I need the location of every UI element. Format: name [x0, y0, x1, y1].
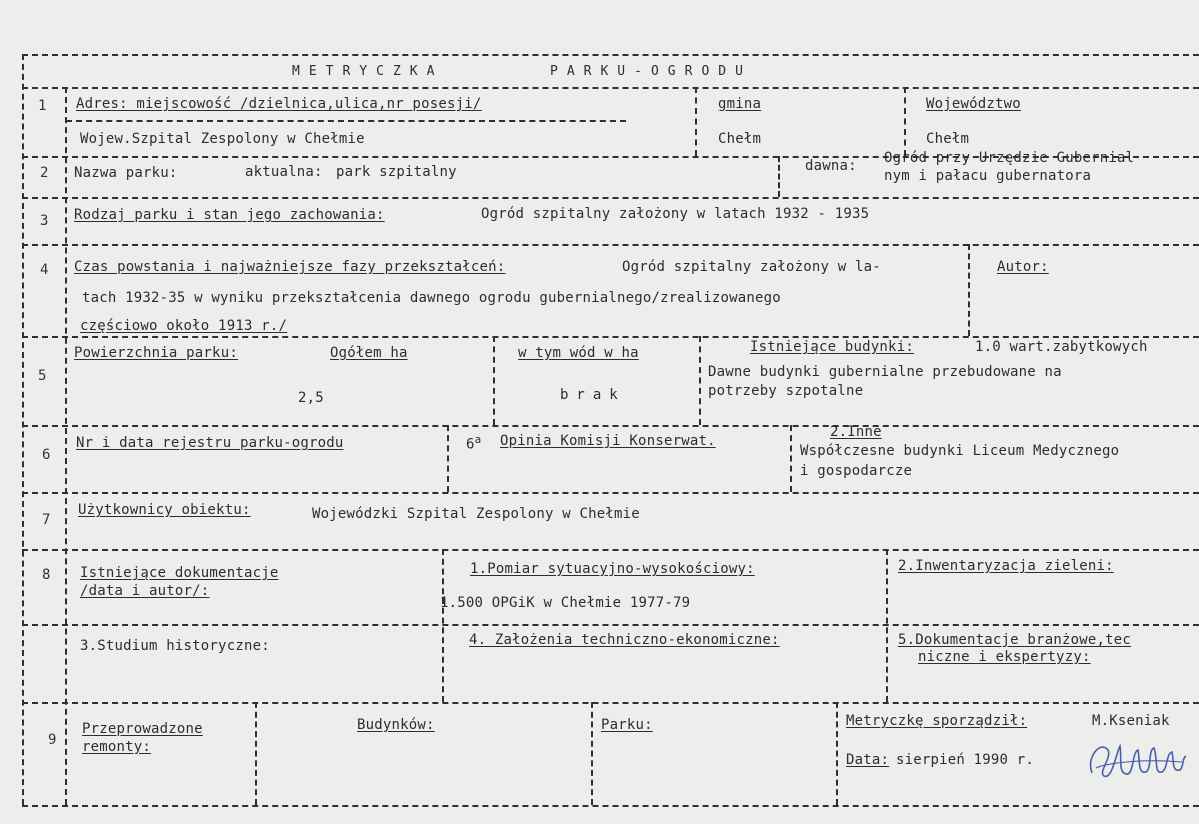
- row-number-2: 2: [40, 165, 49, 181]
- line-r6-a: [447, 425, 449, 492]
- row-number-8: 8: [42, 567, 51, 583]
- handwritten-signature: [1082, 728, 1192, 788]
- other-value-2: i gospodarcze: [800, 463, 913, 479]
- line-r8a-bottom: [22, 624, 1199, 626]
- area-total-value: 2,5: [298, 390, 324, 406]
- row-number-7: 7: [42, 512, 51, 528]
- prepared-by-value: M.Kseniak: [1092, 713, 1170, 729]
- existing-buildings-label: Istniejące budynki:: [750, 339, 914, 355]
- opinion-number-superscript: a: [474, 433, 482, 446]
- existing-docs-label-1: Istniejące dokumentacje: [80, 565, 279, 581]
- line-r9-a: [255, 702, 257, 805]
- line-r5-a: [493, 336, 495, 425]
- line-r6-b: [790, 425, 792, 492]
- line-r9-c: [836, 702, 838, 805]
- address-value: Wojew.Szpital Zespolony w Chełmie: [80, 131, 365, 147]
- users-label: Użytkownicy obiektu:: [78, 502, 251, 518]
- branch-docs-label-2: niczne i ekspertyzy:: [918, 649, 1091, 665]
- line-bottom: [22, 805, 1199, 807]
- park-name-former-value-2: nym i pałacu gubernatora: [884, 168, 1092, 184]
- line-r6-bottom: [22, 492, 1199, 494]
- park-name-current-label: aktualna:: [245, 164, 323, 180]
- line-r7-bottom: [22, 549, 1199, 551]
- branch-docs-label-1: 5.Dokumentacje branżowe,tec: [898, 632, 1131, 648]
- voivodeship-label: Województwo: [926, 96, 1021, 112]
- water-area-label: w tym wód w ha: [518, 345, 639, 361]
- opinion-label: Opinia Komisji Konserwat.: [500, 433, 716, 449]
- survey-label: 1.Pomiar sytuacyjno-wysokościowy:: [470, 561, 755, 577]
- line-r5-bottom: [22, 425, 1199, 427]
- line-top: [22, 54, 1199, 56]
- row-number-4: 4: [40, 262, 49, 278]
- area-total-label: Ogółem ha: [330, 345, 408, 361]
- row-number-6: 6: [42, 447, 51, 463]
- creation-label: Czas powstania i najważniejsze fazy przekształceń:: [74, 259, 506, 275]
- greenery-inventory-label: 2.Inwentaryzacja zieleni:: [898, 558, 1114, 574]
- line-r1-inner: [66, 120, 626, 122]
- row-number-9: 9: [48, 732, 57, 748]
- line-r8-b: [886, 549, 888, 702]
- line-r9-b: [591, 702, 593, 805]
- opinion-number: 6$^a$: [466, 433, 482, 453]
- repairs-label-2: remonty:: [82, 739, 152, 755]
- creation-value-2: tach 1932-35 w wyniku przekształcenia dawnego ogrodu gubernialnego/zrealizowanego: [82, 290, 781, 306]
- author-label: Autor:: [997, 259, 1049, 275]
- line-r5-b: [699, 336, 701, 425]
- park-name-current-value: park szpitalny: [336, 164, 457, 180]
- row-number-5: 5: [38, 368, 47, 384]
- line-r4-bottom: [22, 336, 1199, 338]
- line-r1-woj: [904, 87, 906, 156]
- creation-value-3: częściowo około 1913 r./: [80, 318, 288, 334]
- address-label: Adres: miejscowość /dzielnica,ulica,nr posesji/: [76, 96, 482, 112]
- repairs-park-label: Parku:: [601, 717, 653, 733]
- line-r8b-bottom: [22, 702, 1199, 704]
- park-name-label: Nazwa parku:: [74, 165, 178, 181]
- line-r2-bottom: [22, 197, 1199, 199]
- other-label: 2.Inne: [830, 424, 882, 440]
- gmina-label: gmina: [718, 96, 762, 112]
- row-number-3: 3: [40, 213, 49, 229]
- historical-study-label: 3.Studium historyczne:: [80, 638, 270, 654]
- line-num-col: [65, 87, 67, 805]
- survey-value: 1.500 OPGiK w Chełmie 1977-79: [440, 595, 691, 611]
- park-name-former-label: dawna:: [805, 158, 857, 174]
- existing-buildings-value-1: Dawne budynki gubernialne przebudowane na: [708, 364, 1062, 380]
- existing-buildings-value-2: potrzeby szpotalne: [708, 383, 864, 399]
- park-name-former-value-1: Ogród przy Urzędzie Gubernial: [884, 150, 1135, 166]
- repairs-label-1: Przeprowadzone: [82, 721, 203, 737]
- line-r1-gmina: [695, 87, 697, 156]
- row-number-1: 1: [38, 98, 47, 114]
- date-value: sierpień 1990 r.: [896, 752, 1035, 768]
- register-label: Nr i data rejestru parku-ogrodu: [76, 435, 344, 451]
- line-r2-former: [778, 156, 780, 197]
- line-left: [22, 54, 24, 805]
- line-r4-author: [968, 244, 970, 336]
- line-r8-a: [442, 549, 444, 702]
- park-type-label: Rodzaj parku i stan jego zachowania:: [74, 207, 385, 223]
- existing-buildings-sub: 1.0 wart.zabytkowych: [975, 339, 1148, 355]
- park-type-value: Ogród szpitalny założony w latach 1932 - 1935: [481, 206, 870, 222]
- tech-assumptions-label: 4. Założenia techniczno-ekonomiczne:: [469, 632, 780, 648]
- form-title-left: METRYCZKA: [292, 64, 444, 79]
- gmina-value: Chełm: [718, 131, 762, 147]
- line-title-bottom: [22, 87, 1199, 89]
- repairs-buildings-label: Budynków:: [357, 717, 435, 733]
- prepared-by-label: Metryczkę sporządził:: [846, 713, 1028, 729]
- form-title-right: PARKU-OGRODU: [550, 64, 752, 79]
- existing-docs-label-2: /data i autor/:: [80, 583, 210, 599]
- date-label: Data:: [846, 752, 890, 768]
- line-r3-bottom: [22, 244, 1199, 246]
- area-label: Powierzchnia parku:: [74, 345, 238, 361]
- creation-value-1: Ogród szpitalny założony w la-: [622, 259, 881, 275]
- users-value: Wojewódzki Szpital Zespolony w Chełmie: [312, 506, 640, 522]
- water-area-value: brak: [560, 387, 626, 403]
- voivodeship-value: Chełm: [926, 131, 970, 147]
- other-value-1: Współczesne budynki Liceum Medycznego: [800, 443, 1120, 459]
